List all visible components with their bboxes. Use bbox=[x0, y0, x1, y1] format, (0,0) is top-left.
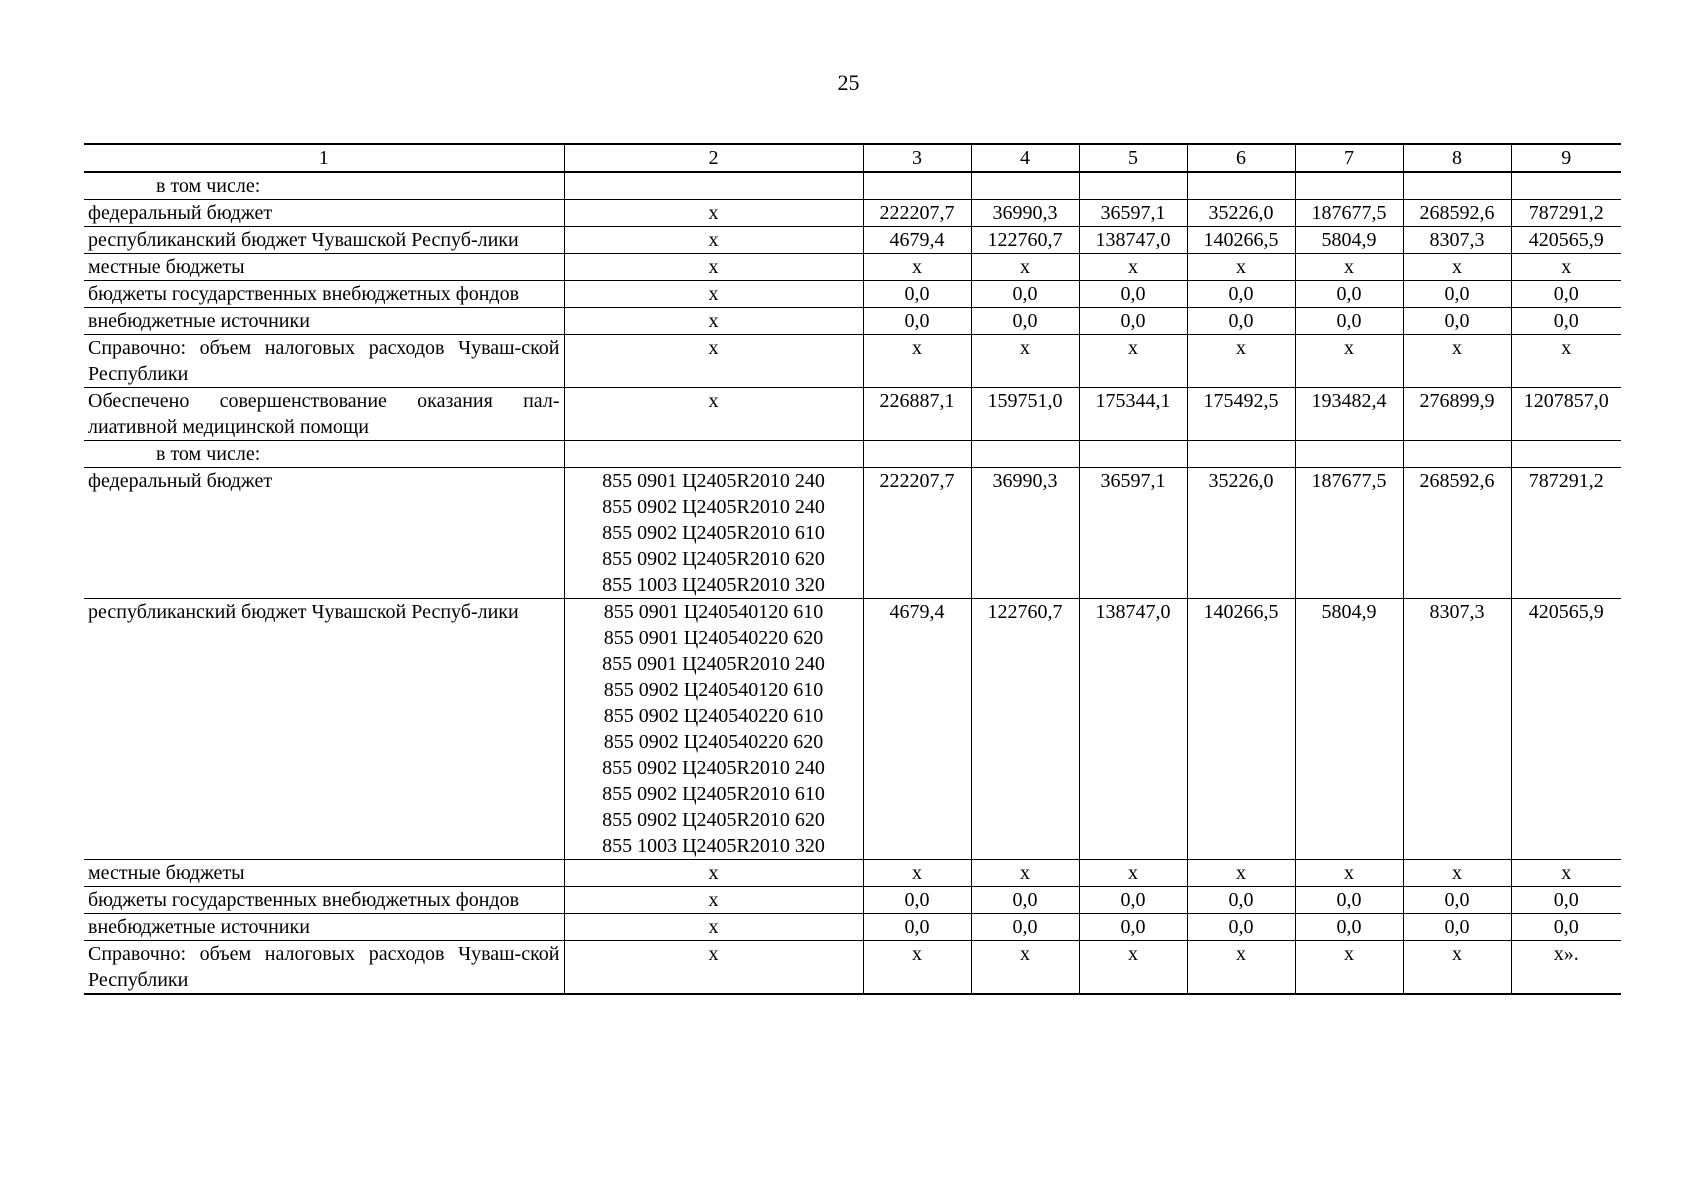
value-cell: 268592,6 bbox=[1403, 200, 1511, 227]
value-cell bbox=[1295, 441, 1403, 468]
value-cell: х bbox=[1187, 941, 1295, 995]
table-row bbox=[84, 914, 1621, 941]
value-cell: х bbox=[971, 335, 1079, 388]
budget-code: х bbox=[708, 229, 719, 251]
value-cell bbox=[1403, 441, 1511, 468]
value-cell: х bbox=[1079, 860, 1187, 887]
value-cell bbox=[971, 441, 1079, 468]
row-label: бюджеты государственных внебюджетных фондов bbox=[84, 281, 564, 308]
budget-code-cell bbox=[564, 308, 863, 335]
value-cell: 0,0 bbox=[1295, 914, 1403, 941]
column-header: 6 bbox=[1187, 144, 1295, 172]
value-cell: 420565,9 bbox=[1511, 227, 1621, 254]
value-cell: 122760,7 bbox=[971, 227, 1079, 254]
column-header: 1 bbox=[84, 144, 564, 172]
column-header: 8 bbox=[1403, 144, 1511, 172]
budget-code: 855 1003 Ц2405R2010 320 bbox=[602, 574, 825, 596]
budget-code: 855 0902 Ц240540120 610 bbox=[603, 679, 824, 701]
value-cell: х bbox=[1295, 941, 1403, 995]
table-row bbox=[84, 887, 1621, 914]
table-row bbox=[84, 941, 1621, 995]
value-cell: х bbox=[971, 254, 1079, 281]
value-cell: х bbox=[863, 254, 971, 281]
value-cell bbox=[863, 172, 971, 200]
value-cell: 187677,5 bbox=[1295, 468, 1403, 599]
row-label: в том числе: bbox=[84, 441, 564, 468]
budget-code: 855 0902 Ц2405R2010 620 bbox=[602, 548, 825, 570]
row-label: республиканский бюджет Чувашской Респуб-лики bbox=[84, 599, 564, 860]
table-body bbox=[84, 172, 1621, 994]
budget-code-cell bbox=[564, 599, 863, 860]
value-cell: х bbox=[1295, 860, 1403, 887]
value-cell: х bbox=[1295, 335, 1403, 388]
value-cell: 0,0 bbox=[1511, 914, 1621, 941]
value-cell: 187677,5 bbox=[1295, 200, 1403, 227]
table-row bbox=[84, 441, 1621, 468]
budget-code: 855 0901 Ц2405R2010 240 bbox=[602, 653, 825, 675]
value-cell: 787291,2 bbox=[1511, 468, 1621, 599]
budget-code: 855 0901 Ц2405R2010 240 bbox=[602, 470, 825, 492]
value-cell: 0,0 bbox=[1079, 281, 1187, 308]
value-cell: 4679,4 bbox=[863, 227, 971, 254]
row-label: федеральный бюджет bbox=[84, 468, 564, 599]
value-cell: 0,0 bbox=[1187, 281, 1295, 308]
budget-code-cell bbox=[564, 227, 863, 254]
budget-code: 855 0902 Ц2405R2010 610 bbox=[602, 522, 825, 544]
value-cell: 0,0 bbox=[1511, 308, 1621, 335]
budget-code-cell bbox=[564, 254, 863, 281]
value-cell: 175344,1 bbox=[1079, 388, 1187, 441]
row-label: республиканский бюджет Чувашской Респуб-лики bbox=[84, 227, 564, 254]
value-cell bbox=[971, 172, 1079, 200]
table-row bbox=[84, 308, 1621, 335]
value-cell: 1207857,0 bbox=[1511, 388, 1621, 441]
value-cell: х». bbox=[1511, 941, 1621, 995]
value-cell: 276899,9 bbox=[1403, 388, 1511, 441]
budget-code: 855 0902 Ц2405R2010 610 bbox=[602, 783, 825, 805]
budget-code-cell bbox=[564, 441, 863, 468]
value-cell: 0,0 bbox=[1295, 281, 1403, 308]
table-row bbox=[84, 468, 1621, 599]
value-cell: 0,0 bbox=[863, 887, 971, 914]
budget-code-cell bbox=[564, 941, 863, 995]
value-cell: 8307,3 bbox=[1403, 227, 1511, 254]
value-cell: 175492,5 bbox=[1187, 388, 1295, 441]
value-cell: х bbox=[1403, 860, 1511, 887]
value-cell: 5804,9 bbox=[1295, 599, 1403, 860]
value-cell: 4679,4 bbox=[863, 599, 971, 860]
budget-code-cell bbox=[564, 468, 863, 599]
value-cell: х bbox=[1511, 860, 1621, 887]
table-row bbox=[84, 388, 1621, 441]
budget-code-cell bbox=[564, 887, 863, 914]
row-label: в том числе: bbox=[84, 172, 564, 200]
row-label: внебюджетные источники bbox=[84, 914, 564, 941]
column-header: 4 bbox=[971, 144, 1079, 172]
budget-code: х bbox=[708, 310, 719, 332]
value-cell: 0,0 bbox=[971, 308, 1079, 335]
budget-code-cell bbox=[564, 335, 863, 388]
budget-code-cell bbox=[564, 200, 863, 227]
value-cell: 122760,7 bbox=[971, 599, 1079, 860]
value-cell: 5804,9 bbox=[1295, 227, 1403, 254]
budget-code: 855 0901 Ц240540120 610 bbox=[603, 601, 824, 623]
budget-code: 855 0902 Ц2405R2010 620 bbox=[602, 809, 825, 831]
budget-code: х bbox=[708, 337, 719, 359]
value-cell: 0,0 bbox=[1403, 887, 1511, 914]
value-cell: х bbox=[1079, 335, 1187, 388]
value-cell: х bbox=[1295, 254, 1403, 281]
value-cell bbox=[1079, 441, 1187, 468]
value-cell: 787291,2 bbox=[1511, 200, 1621, 227]
value-cell: х bbox=[1403, 254, 1511, 281]
budget-code: 855 0901 Ц240540220 620 bbox=[603, 627, 824, 649]
value-cell: 36990,3 bbox=[971, 200, 1079, 227]
budget-code: х bbox=[708, 889, 719, 911]
value-cell: 0,0 bbox=[1187, 887, 1295, 914]
budget-code-cell bbox=[564, 281, 863, 308]
budget-code: 855 0902 Ц240540220 620 bbox=[603, 731, 824, 753]
budget-code: 855 0902 Ц2405R2010 240 bbox=[602, 496, 825, 518]
value-cell: 140266,5 bbox=[1187, 599, 1295, 860]
table-row bbox=[84, 254, 1621, 281]
value-cell bbox=[1295, 172, 1403, 200]
value-cell: х bbox=[1403, 941, 1511, 995]
value-cell: 0,0 bbox=[863, 308, 971, 335]
budget-code-cell bbox=[564, 914, 863, 941]
budget-code: х bbox=[708, 256, 719, 278]
table-row bbox=[84, 281, 1621, 308]
value-cell: х bbox=[971, 941, 1079, 995]
value-cell bbox=[1187, 172, 1295, 200]
value-cell: х bbox=[863, 860, 971, 887]
value-cell: 193482,4 bbox=[1295, 388, 1403, 441]
value-cell: х bbox=[863, 941, 971, 995]
value-cell: х bbox=[1187, 860, 1295, 887]
row-label: местные бюджеты bbox=[84, 254, 564, 281]
value-cell bbox=[1079, 172, 1187, 200]
budget-code: х bbox=[708, 862, 719, 884]
value-cell: 0,0 bbox=[971, 281, 1079, 308]
budget-code: х bbox=[708, 202, 719, 224]
table-row bbox=[84, 172, 1621, 200]
value-cell: 0,0 bbox=[1403, 308, 1511, 335]
value-cell: х bbox=[1079, 941, 1187, 995]
budget-code: х bbox=[708, 390, 719, 412]
value-cell: 8307,3 bbox=[1403, 599, 1511, 860]
column-header: 3 bbox=[863, 144, 971, 172]
value-cell: 36597,1 bbox=[1079, 200, 1187, 227]
value-cell: 0,0 bbox=[863, 281, 971, 308]
value-cell: 0,0 bbox=[1079, 887, 1187, 914]
value-cell: 36597,1 bbox=[1079, 468, 1187, 599]
table-row bbox=[84, 200, 1621, 227]
value-cell: 159751,0 bbox=[971, 388, 1079, 441]
value-cell bbox=[1403, 172, 1511, 200]
row-label: Обеспечено совершенствование оказания пал-лиативной медицинской помощи bbox=[84, 388, 564, 441]
value-cell: 222207,7 bbox=[863, 200, 971, 227]
value-cell: 0,0 bbox=[863, 914, 971, 941]
value-cell: 0,0 bbox=[971, 914, 1079, 941]
value-cell: 0,0 bbox=[971, 887, 1079, 914]
value-cell: х bbox=[1511, 254, 1621, 281]
value-cell bbox=[1511, 441, 1621, 468]
value-cell: 0,0 bbox=[1403, 281, 1511, 308]
column-header: 5 bbox=[1079, 144, 1187, 172]
row-label: Справочно: объем налоговых расходов Чуваш-ской Республики bbox=[84, 941, 564, 995]
value-cell bbox=[863, 441, 971, 468]
value-cell: 226887,1 bbox=[863, 388, 971, 441]
header-row bbox=[84, 144, 1621, 172]
value-cell: 35226,0 bbox=[1187, 200, 1295, 227]
value-cell: 138747,0 bbox=[1079, 599, 1187, 860]
value-cell: 36990,3 bbox=[971, 468, 1079, 599]
value-cell: 0,0 bbox=[1403, 914, 1511, 941]
value-cell: х bbox=[1403, 335, 1511, 388]
value-cell: 0,0 bbox=[1511, 887, 1621, 914]
value-cell: х bbox=[863, 335, 971, 388]
value-cell: х bbox=[1187, 254, 1295, 281]
budget-code: х bbox=[708, 916, 719, 938]
budget-code: 855 1003 Ц2405R2010 320 bbox=[602, 835, 825, 857]
value-cell bbox=[1511, 172, 1621, 200]
value-cell: х bbox=[971, 860, 1079, 887]
page-number: 25 bbox=[837, 70, 860, 95]
value-cell: 0,0 bbox=[1079, 914, 1187, 941]
budget-code: х bbox=[708, 943, 719, 965]
table-row bbox=[84, 860, 1621, 887]
budget-code: 855 0902 Ц240540220 610 bbox=[603, 705, 824, 727]
value-cell bbox=[1187, 441, 1295, 468]
table-row bbox=[84, 599, 1621, 860]
budget-code: 855 0902 Ц2405R2010 240 bbox=[602, 757, 825, 779]
row-label: бюджеты государственных внебюджетных фондов bbox=[84, 887, 564, 914]
value-cell: 35226,0 bbox=[1187, 468, 1295, 599]
column-header: 2 bbox=[564, 144, 863, 172]
column-header: 7 bbox=[1295, 144, 1403, 172]
value-cell: 0,0 bbox=[1187, 914, 1295, 941]
column-header: 9 bbox=[1511, 144, 1621, 172]
value-cell: 0,0 bbox=[1079, 308, 1187, 335]
row-label: внебюджетные источники bbox=[84, 308, 564, 335]
budget-code: х bbox=[708, 283, 719, 305]
value-cell: 138747,0 bbox=[1079, 227, 1187, 254]
value-cell: 268592,6 bbox=[1403, 468, 1511, 599]
row-label: Справочно: объем налоговых расходов Чуваш-ской Республики bbox=[84, 335, 564, 388]
budget-code-cell bbox=[564, 172, 863, 200]
budget-table bbox=[84, 143, 1621, 995]
value-cell: 420565,9 bbox=[1511, 599, 1621, 860]
value-cell: х bbox=[1079, 254, 1187, 281]
value-cell: 0,0 bbox=[1511, 281, 1621, 308]
value-cell: 0,0 bbox=[1187, 308, 1295, 335]
row-label: местные бюджеты bbox=[84, 860, 564, 887]
value-cell: х bbox=[1187, 335, 1295, 388]
table-row bbox=[84, 335, 1621, 388]
value-cell: 222207,7 bbox=[863, 468, 971, 599]
row-label: федеральный бюджет bbox=[84, 200, 564, 227]
budget-code-cell bbox=[564, 860, 863, 887]
budget-code-cell bbox=[564, 388, 863, 441]
value-cell: 140266,5 bbox=[1187, 227, 1295, 254]
value-cell: 0,0 bbox=[1295, 887, 1403, 914]
table-row bbox=[84, 227, 1621, 254]
value-cell: 0,0 bbox=[1295, 308, 1403, 335]
value-cell: х bbox=[1511, 335, 1621, 388]
